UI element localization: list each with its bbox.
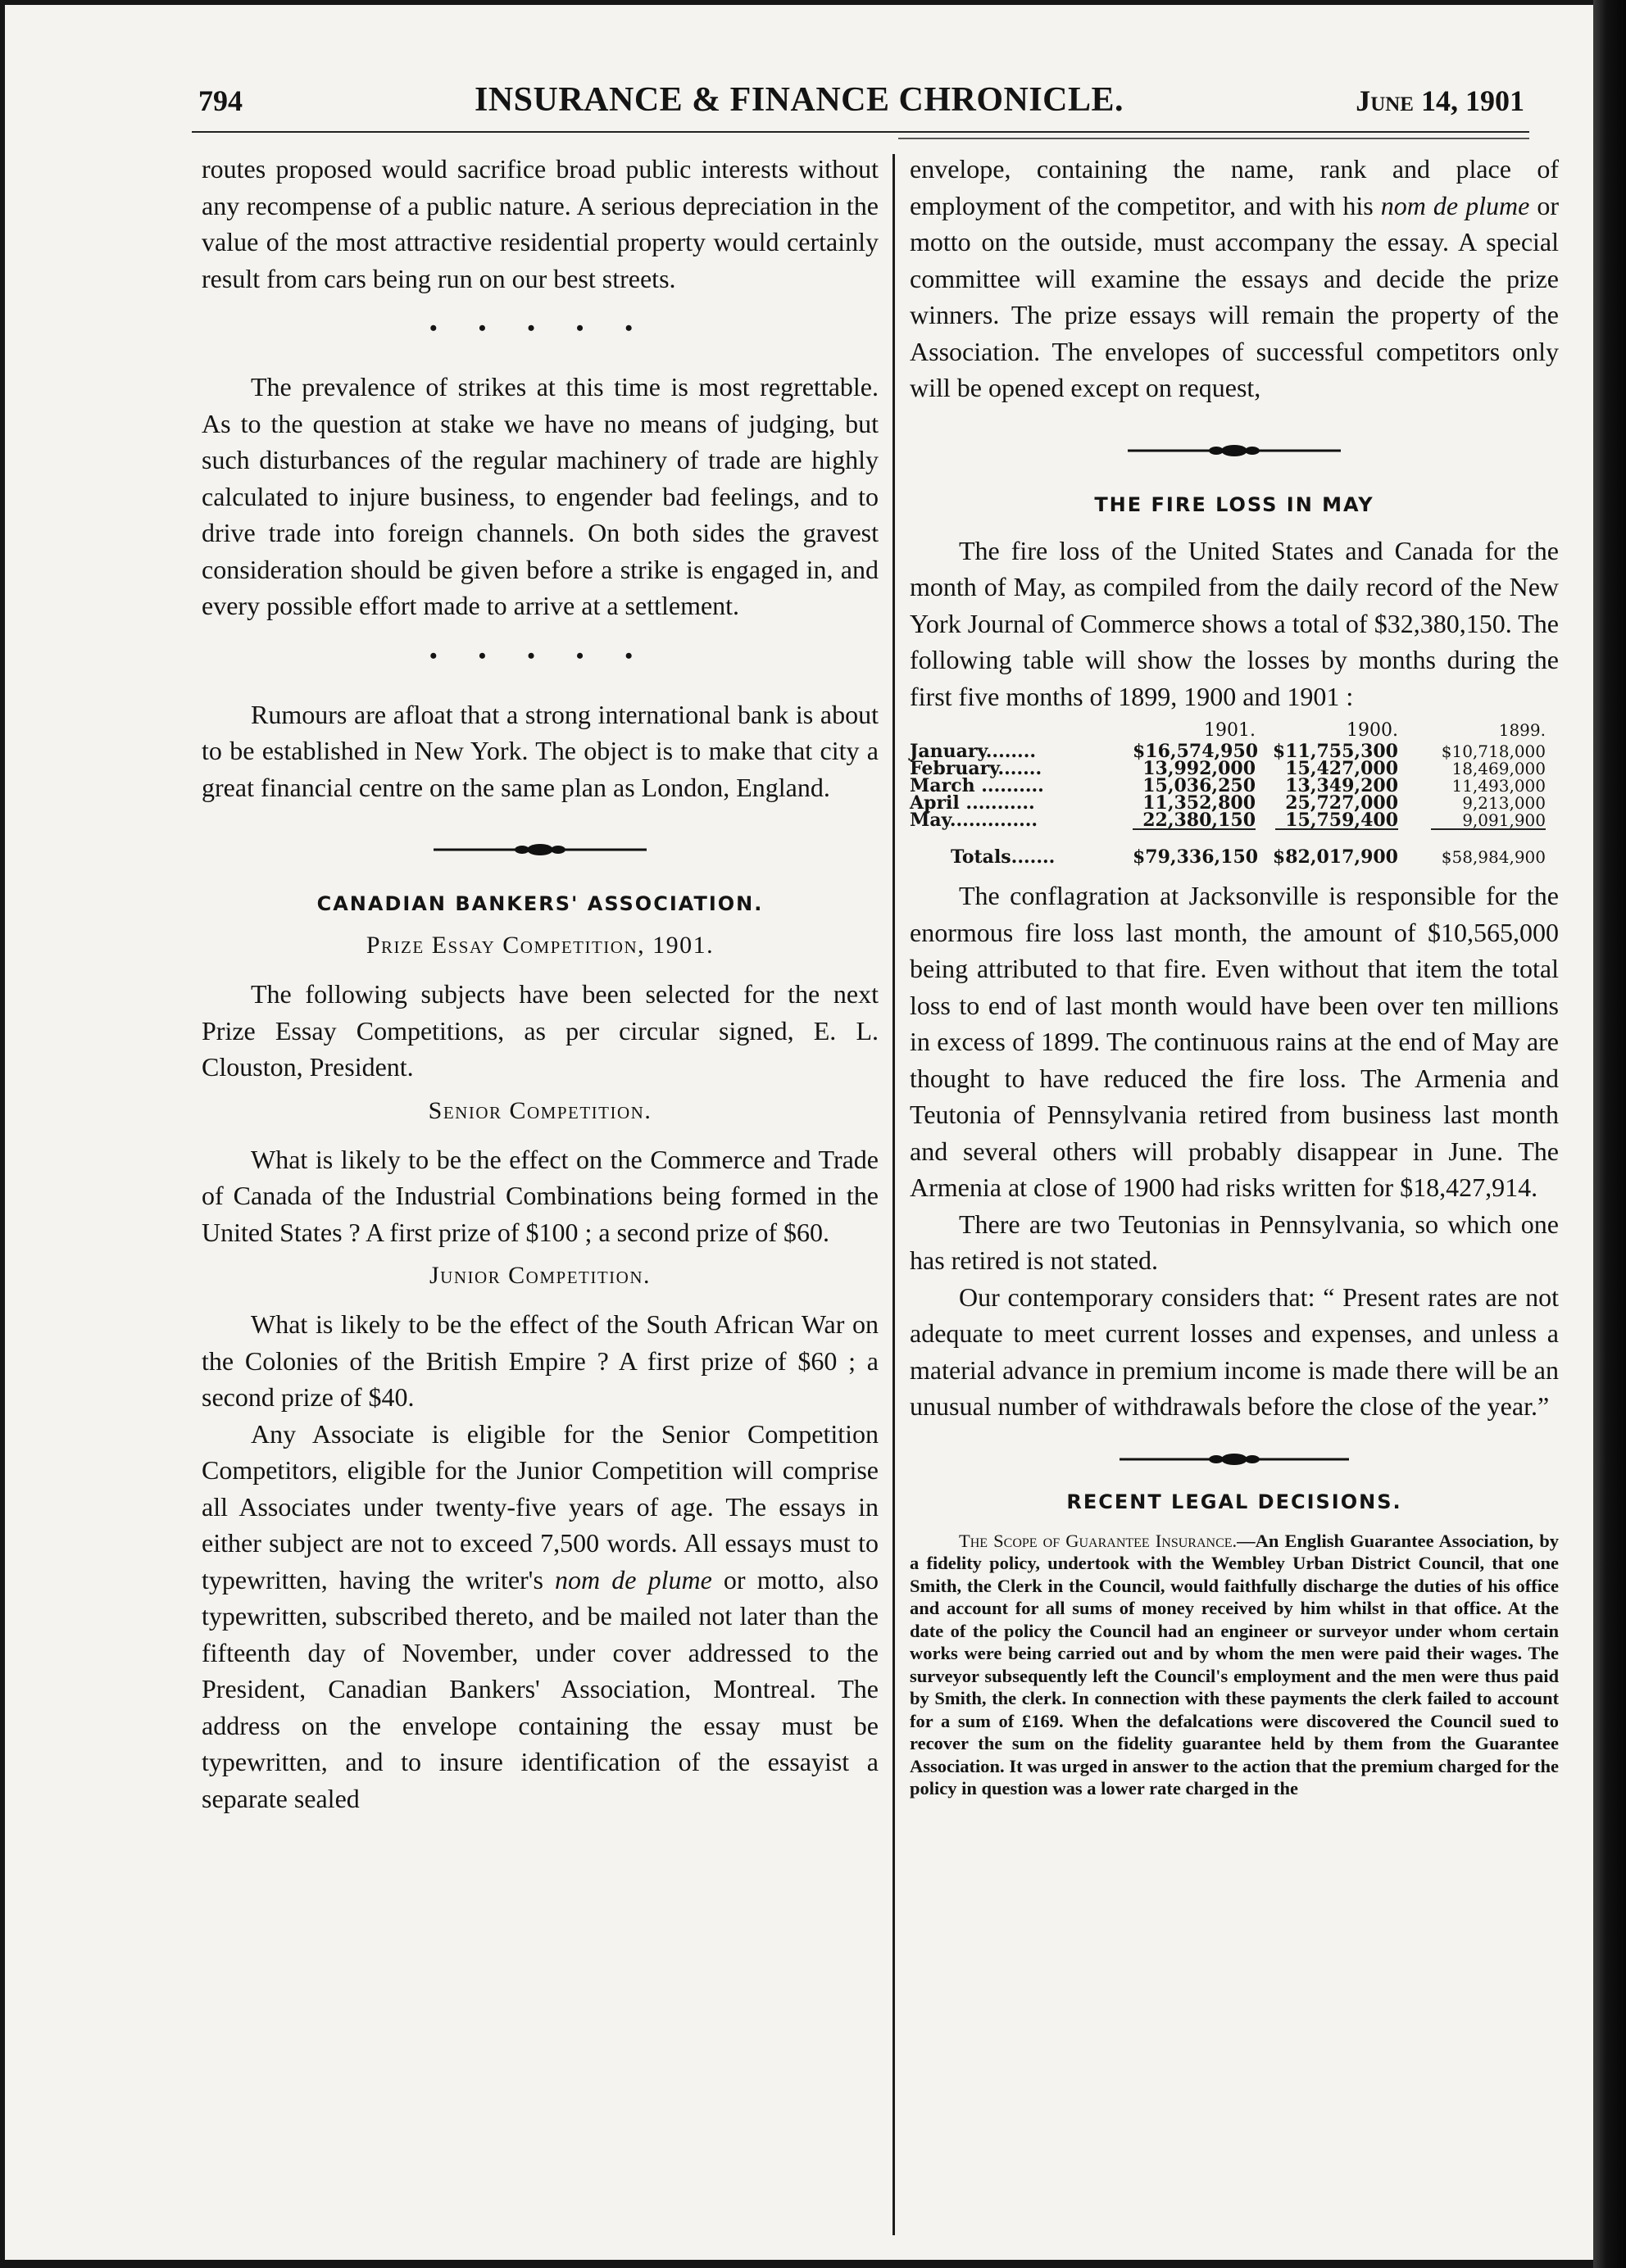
page-header <box>5 5 1593 136</box>
section-title-bankers: CANADIAN BANKERS' ASSOCIATION. <box>316 892 764 915</box>
right-column <box>910 151 1559 1800</box>
column-divider <box>892 154 895 2235</box>
junior-paragraph: What is likely to be the effect of the South African War on the Colonies of the British Empire ? A first prize of $60 ; a second prize of $40. <box>202 1309 879 1412</box>
section-title-fire-loss: THE FIRE LOSS IN MAY <box>1094 492 1374 516</box>
rules-paragraph: Any Associate is eligible for the Senior Competition Competitors, eligible for the Junior Competition will comprise all Associates under twenty-five years of age. The essays in either subject are not to exceed 7,500 words. All essays must to typewritten, having the writer's nom de plume or motto, also typewritten, subscribed thereto, and be mailed not later than the fifteenth day of November, under cover addressed to the President, Canadian Bankers' Association, Montreal. The address on the envelope containing the essay must be typewritten, and to insure identification of the essayist a separate sealed <box>202 1418 879 1813</box>
table-cell: $79,336,150 <box>1133 846 1259 868</box>
routes-paragraph: routes proposed would sacrifice broad public interests without any recompense of a public nature. A serious depreciation in the value of the most attractive residential property would certainly result from cars being run on our best streets. <box>202 154 879 293</box>
legal-lead: The Scope of Guarantee Insurance. <box>959 1530 1238 1551</box>
header-rule-secondary <box>898 138 1529 139</box>
newspaper-page <box>5 5 1593 2260</box>
header-rule <box>192 131 1529 133</box>
teutonias-paragraph: There are two Teutonias in Pennsylvania, so which one has retired is not stated. <box>910 1209 1559 1275</box>
table-cell: 9,091,900 <box>1462 810 1546 830</box>
month-label: April ........... <box>910 792 1035 814</box>
rumours-paragraph: Rumours are afloat that a strong international bank is about to be established in New York. The object is to make that city a great financial centre on the same plan as London, England. <box>202 699 879 802</box>
totals-rule <box>910 828 1559 833</box>
month-label: March .......... <box>910 774 1044 796</box>
issue-date: June 14, 1901 <box>1356 84 1524 117</box>
ornament-divider-icon <box>434 843 647 856</box>
table-cell: 13,349,200 <box>1285 774 1398 796</box>
binding-edge <box>1593 0 1626 2268</box>
table-cell: 11,493,000 <box>1451 775 1546 796</box>
table-cell: 25,727,000 <box>1285 792 1398 814</box>
section-title-legal: RECENT LEGAL DECISIONS. <box>1066 1490 1402 1513</box>
table-cell: 15,759,400 <box>1285 809 1398 831</box>
totals-row <box>910 845 1559 869</box>
section-subtitle: Prize Essay Competition, 1901. <box>366 932 715 959</box>
table-cell: $16,574,950 <box>1133 740 1259 762</box>
fire-loss-paragraph: The fire loss of the United States and Canada for the month of May, as compiled from the daily record of the New York Journal of Commerce shows a total of $32,380,150. The following table will show the losses by months during the first five months of 1899, 1900 and 1901 : <box>910 535 1559 711</box>
column-header: 1900. <box>1347 719 1398 741</box>
table-cell: 11,352,800 <box>1142 792 1256 814</box>
section-separator: • • • • • <box>429 316 651 340</box>
table-cell: 22,380,150 <box>1142 809 1256 831</box>
section-separator: • • • • • <box>429 643 651 668</box>
legal-paragraph: The Scope of Guarantee Insurance.—An English Guarantee Association, by a fidelity policy, undertook with the Wembley Urban District Council, that one Smith, the Clerk in the Council, would faithfully discharge the duties of his office and account for all sums of money received by him whilst in that office. At the date of the policy the Council had an engineer or surveyor under whom certain works were being carried out and by whom the men were paid their wages. The surveyor subsequently left the Council's employment and the men were thus paid by Smith, the clerk. In connection with these payments the clerk failed to account for a sum of £169. When the defalcations were discovered the Council sued to recover the sum on the fidelity guarantee held by them from the Guarantee Association. It was urged in answer to the action that the premium charged for the policy in question was a lower rate charged in the <box>910 1530 1559 1799</box>
table-row <box>910 809 1559 831</box>
table-cell: $10,718,000 <box>1441 741 1546 761</box>
table-cell: 13,992,000 <box>1142 757 1256 779</box>
table-cell: $82,017,900 <box>1272 846 1398 868</box>
month-label: May.............. <box>910 809 1038 831</box>
table-cell: 15,427,000 <box>1285 757 1398 779</box>
column-header: 1899. <box>1498 720 1546 740</box>
table-cell: 18,469,000 <box>1451 758 1546 778</box>
table-cell: $58,984,900 <box>1441 847 1546 867</box>
envelope-paragraph: envelope, containing the name, rank and place of employment of the competitor, and with his nom de plume or motto on the outside, must accompany the essay. A special committee will examine the essays and decide the prize winners. The prize essays will remain the property of the Association. The envelopes of successful competitors only will be opened except on request, <box>910 154 1560 402</box>
table-cell: 15,036,250 <box>1142 774 1256 796</box>
left-column <box>202 151 879 1817</box>
column-header: 1901. <box>1204 719 1256 741</box>
ornament-divider-icon <box>1128 444 1341 457</box>
publication-title: INSURANCE & FINANCE CHRONICLE. <box>474 81 1124 119</box>
junior-heading: Junior Competition. <box>429 1262 651 1289</box>
ornamental-rule <box>202 843 879 856</box>
month-label: January........ <box>910 740 1037 762</box>
page-number: 794 <box>198 84 243 117</box>
table-cell: $11,755,300 <box>1272 740 1398 762</box>
senior-heading: Senior Competition. <box>428 1096 652 1124</box>
table-cell: 9,213,000 <box>1462 792 1546 813</box>
fire-loss-table <box>910 718 1559 869</box>
table-header-row <box>910 718 1559 742</box>
jacksonville-paragraph: The conflagration at Jacksonville is responsible for the enormous fire loss last month, the amount of $10,565,000 being attributed to that fire. Even without that item the total loss to end of last month would have been over ten millions in excess of 1899. The continuous rains at the end of May are thought to have reduced the fire loss. The Armenia and Teutonia of Pennsylvania retired from business last month and several others will probably disappear in June. The Armenia at close of 1900 had risks written for $18,427,914. <box>910 881 1559 1202</box>
month-label: February....... <box>910 757 1042 779</box>
ornamental-rule <box>910 444 1559 457</box>
totals-label: Totals....... <box>951 846 1056 868</box>
ornamental-rule <box>910 1453 1559 1466</box>
subjects-paragraph: The following subjects have been selected for the next Prize Essay Competitions, as per circular signed, E. L. Clouston, President. <box>202 979 879 1082</box>
senior-paragraph: What is likely to be the effect on the Commerce and Trade of Canada of the Industrial Combinations being formed in the United States ? A first prize of $100 ; a second prize of $60. <box>202 1144 879 1247</box>
strikes-paragraph: The prevalence of strikes at this time is most regrettable. As to the question at stake we have no means of judging, but such disturbances of the regular machinery of trade are highly calculated to injure business, to engender bad feelings, and to drive trade into foreign channels. On both sides the gravest consideration should be given before a strike is engaged in, and every possible effort made to arrive at a settlement. <box>202 372 879 620</box>
ornament-divider-icon <box>1120 1453 1349 1466</box>
contemporary-paragraph: Our contemporary considers that: “ Present rates are not adequate to meet current losses and expenses, and unless a material advance in premium income is made there will be an unusual number of withdrawals before the close of the year.” <box>910 1281 1559 1421</box>
